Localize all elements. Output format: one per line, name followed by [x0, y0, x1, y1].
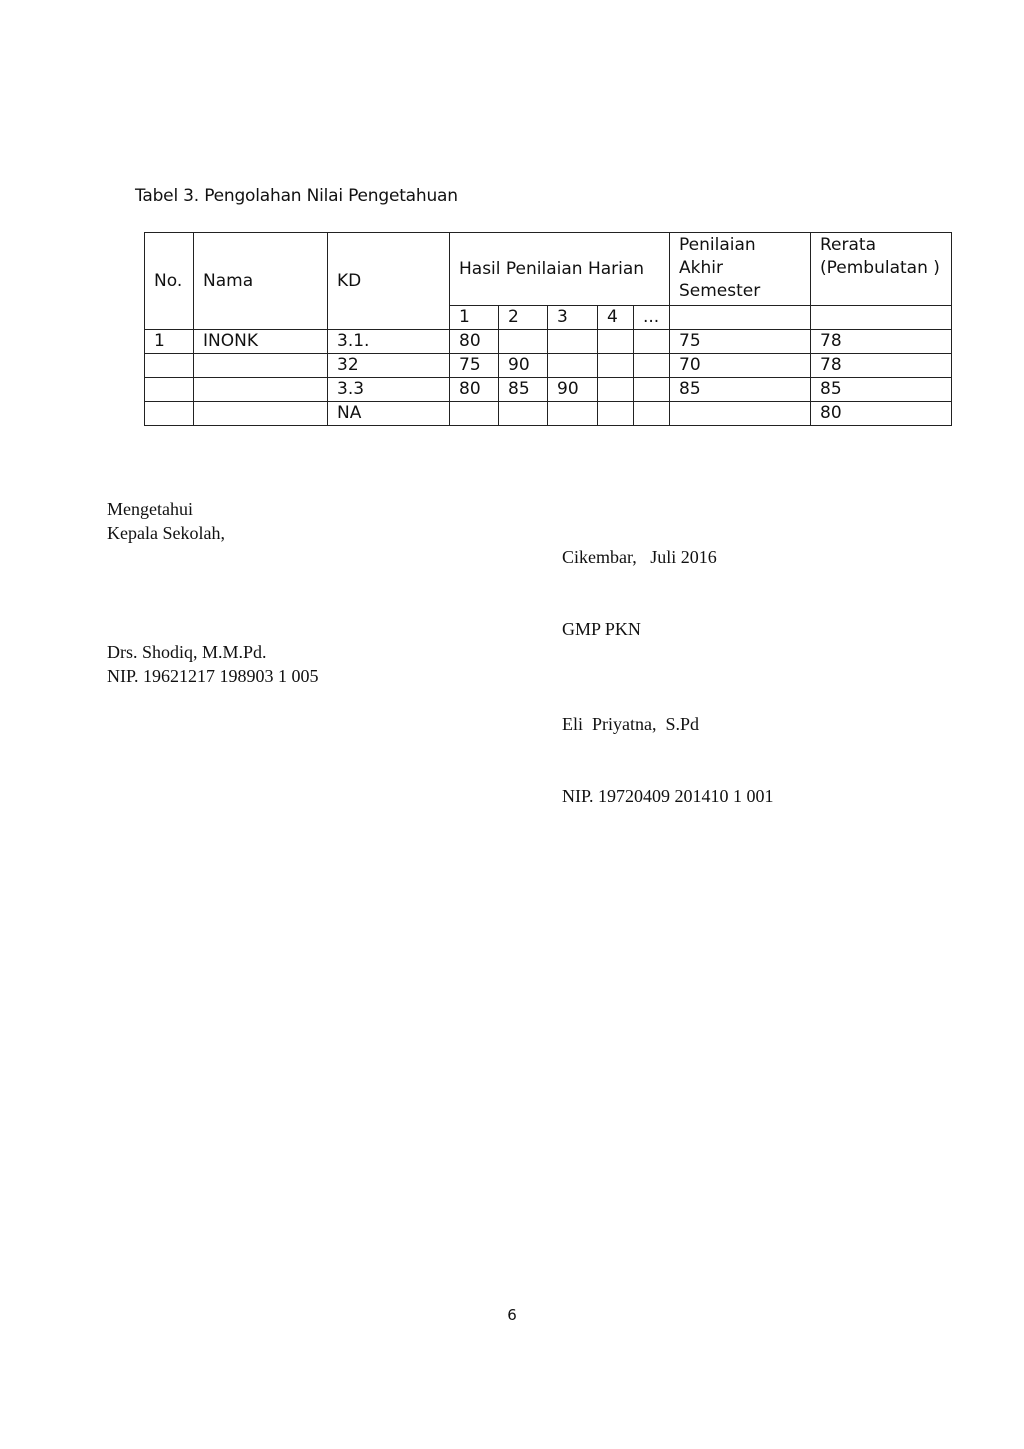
cell-harian: 80: [450, 330, 499, 354]
cell-kd: 32: [328, 354, 450, 378]
cell-harian: [634, 330, 670, 354]
cell-harian: 90: [499, 354, 548, 378]
signature-right-footer: [562, 664, 774, 856]
teacher-nip: NIP. 19720409 201410 1 001: [562, 786, 774, 806]
principal-name: Drs. Shodiq, M.M.Pd.: [107, 642, 267, 662]
cell-kd: 3.3: [328, 378, 450, 402]
subheader-cell: 1: [450, 306, 499, 330]
cell-akhir: 75: [670, 330, 811, 354]
cell-akhir: 70: [670, 354, 811, 378]
cell-harian: [598, 402, 634, 426]
cell-harian: [499, 402, 548, 426]
principal-nip: NIP. 19621217 198903 1 005: [107, 666, 319, 686]
subheader-empty-cell: [670, 306, 811, 330]
cell-kd: 3.1.: [328, 330, 450, 354]
subheader-empty-cell: [811, 306, 952, 330]
subheader-cell: 4: [598, 306, 634, 330]
kepala-sekolah-label: Kepala Sekolah,: [107, 523, 225, 543]
subheader-cell: 3: [548, 306, 598, 330]
cell-nama: [194, 402, 328, 426]
cell-harian: [548, 354, 598, 378]
header-hasil-penilaian-harian: Hasil Penilaian Harian: [450, 233, 670, 306]
header-no: No.: [145, 233, 194, 330]
cell-harian: 85: [499, 378, 548, 402]
header-nama: Nama: [194, 233, 328, 330]
table-row: [145, 330, 952, 354]
cell-harian: [598, 378, 634, 402]
header-penilaian-akhir-semester: Penilaian Akhir Semester: [670, 233, 811, 306]
cell-nama: [194, 354, 328, 378]
cell-rerata: 78: [811, 354, 952, 378]
cell-harian: [634, 402, 670, 426]
cell-harian: [634, 354, 670, 378]
table-row: [145, 402, 952, 426]
table-row: [145, 354, 952, 378]
cell-harian: 90: [548, 378, 598, 402]
signature-left-header: [107, 497, 225, 545]
table-caption: Tabel 3. Pengolahan Nilai Pengetahuan: [135, 186, 458, 206]
header-kd: KD: [328, 233, 450, 330]
cell-harian: 80: [450, 378, 499, 402]
cell-harian: [634, 378, 670, 402]
cell-harian: [548, 402, 598, 426]
subheader-cell: ...: [634, 306, 670, 330]
cell-rerata: 85: [811, 378, 952, 402]
place-date-label: Cikembar, Juli 2016: [562, 547, 717, 567]
teacher-name: Eli Priyatna, S.Pd: [562, 714, 700, 734]
subheader-cell: 2: [499, 306, 548, 330]
header-row: [145, 233, 952, 306]
cell-harian: [598, 354, 634, 378]
cell-nama: INONK: [194, 330, 328, 354]
cell-harian: [548, 330, 598, 354]
cell-harian: 75: [450, 354, 499, 378]
signature-left-footer: [107, 640, 319, 688]
cell-no: [145, 378, 194, 402]
mengetahui-label: Mengetahui: [107, 499, 193, 519]
table-row: [145, 378, 952, 402]
gmp-label: GMP PKN: [562, 619, 641, 639]
cell-harian: [450, 402, 499, 426]
cell-rerata: 78: [811, 330, 952, 354]
cell-kd: NA: [328, 402, 450, 426]
cell-rerata: 80: [811, 402, 952, 426]
page-number: 6: [507, 1306, 517, 1324]
cell-nama: [194, 378, 328, 402]
grades-table: [144, 232, 952, 426]
cell-no: [145, 354, 194, 378]
cell-no: [145, 402, 194, 426]
signature-right-header: [562, 497, 717, 689]
cell-harian: [499, 330, 548, 354]
cell-akhir: [670, 402, 811, 426]
cell-akhir: 85: [670, 378, 811, 402]
cell-no: 1: [145, 330, 194, 354]
header-rerata: Rerata (Pembulatan ): [811, 233, 952, 306]
cell-harian: [598, 330, 634, 354]
